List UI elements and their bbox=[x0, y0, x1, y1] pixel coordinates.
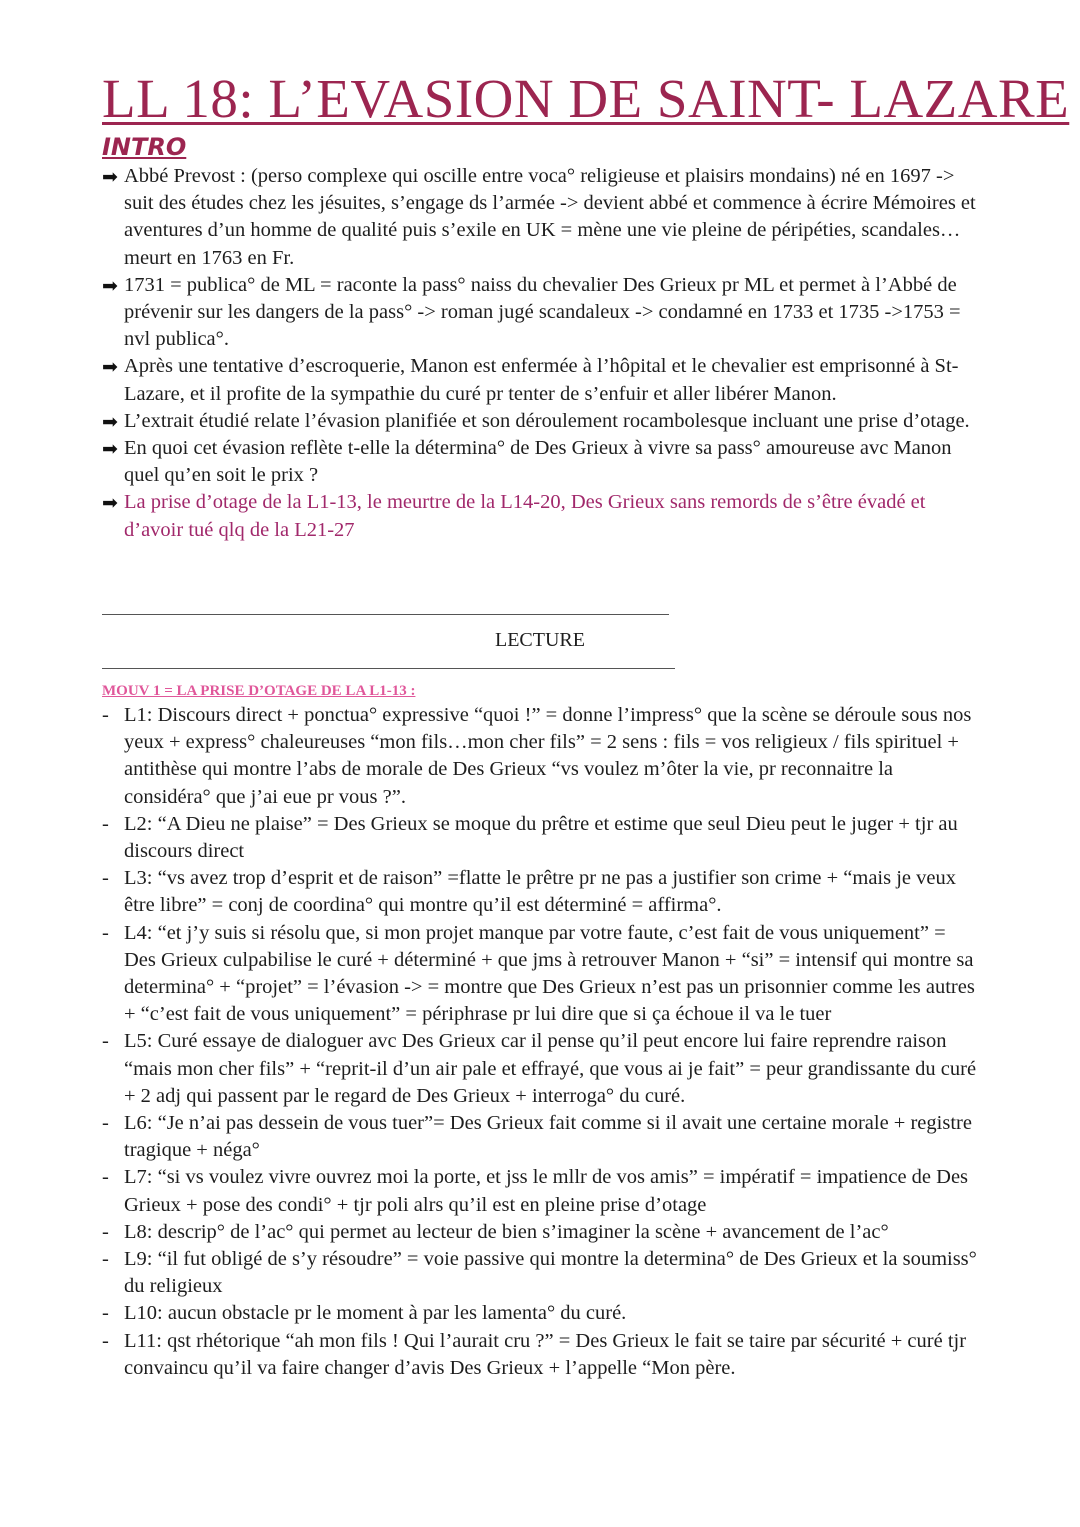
intro-item bbox=[102, 272, 982, 354]
dash-bullet: - bbox=[102, 1030, 109, 1053]
arrow-right-icon: ➡ bbox=[102, 167, 118, 188]
dash-bullet: - bbox=[102, 812, 109, 835]
note-text: L11: qst rhétorique “ah mon fils ! Qui l’aurait cru ?” = Des Grieux le fait se taire par sécurité + curé tjr convaincu qu’il va faire changer d’avis Des Grieux + l’appelle “Mon père. bbox=[124, 1329, 967, 1379]
arrow-right-icon: ➡ bbox=[102, 275, 118, 297]
dash-bullet: - bbox=[102, 1302, 109, 1325]
note-text: L3: “vs avez trop d’esprit et de raison” =flatte le prêtre pr ne pas a justifier son crime + “mais je veux être libre” = conj de coordina° qui montre qu’il est déterminé = affirma°. bbox=[124, 867, 956, 917]
note-item bbox=[102, 1028, 982, 1110]
lecture-label: LECTURE bbox=[495, 629, 585, 651]
dash-bullet: - bbox=[102, 1112, 109, 1135]
note-text: L7: “si vs voulez vivre ouvrez moi la porte, et jss le mllr de vos amis” = impératif = impatience de Des Grieux + pose des condi° + tjr poli alrs qu’il est en pleine prise d’otage bbox=[124, 1166, 969, 1216]
intro-item-text: En quoi cet évasion reflète t-elle la détermina° de Des Grieux à vivre sa pass° amoureuse avc Manon quel qu’en soit le prix ? bbox=[124, 437, 952, 487]
note-item bbox=[102, 920, 982, 1029]
note-text: L6: “Je n’ai pas dessein de vous tuer”= Des Grieux fait comme si il avait une certaine morale + registre tragique + néga° bbox=[124, 1112, 972, 1162]
dash-bullet: - bbox=[102, 1220, 109, 1243]
mouv1-notes bbox=[102, 702, 982, 1382]
note-item bbox=[102, 1219, 982, 1246]
intro-list bbox=[102, 163, 982, 544]
intro-item bbox=[102, 163, 982, 272]
arrow-right-icon: ➡ bbox=[102, 493, 118, 515]
note-text: L10: aucun obstacle pr le moment à par les lamenta° du curé. bbox=[124, 1302, 627, 1325]
note-text: L2: “A Dieu ne plaise” = Des Grieux se moque du prêtre et estime que seul Dieu peut le juger + tjr au discours direct bbox=[124, 812, 958, 863]
dash-bullet: - bbox=[102, 867, 109, 890]
intro-item bbox=[102, 353, 982, 407]
intro-plan bbox=[102, 489, 982, 543]
intro-plan-text: La prise d’otage de la L1-13, le meurtre de la L14-20, Des Grieux sans remords de s’être évadé et d’avoir tué qlq de la L21-27 bbox=[124, 491, 926, 541]
note-item bbox=[102, 811, 982, 865]
intro-item-text: Abbé Prevost : (perso complexe qui oscille entre voca° religieuse et plaisirs mondains) né en 1697 -> suit des études chez les jésuites, s’engage ds l’armée -> devient abbé et commence à écrire Mémoires et aventures d’un homme de qualité puis s’exile en UK = mène une vie pleine de péripéties, scandales… meurt en 1763 en Fr. bbox=[124, 165, 976, 269]
intro-heading: INTRO bbox=[102, 133, 187, 161]
intro-item-text: 1731 = publica° de ML = raconte la pass° naiss du chevalier Des Grieux pr ML et permet à l’Abbé de prévenir sur les dangers de la pass° -> roman jugé scandaleux -> condamné en 1733 et 1735 ->1753 = nvl publica°. bbox=[124, 273, 961, 351]
page-title: LL 18: L’EVASION DE SAINT- LAZARE bbox=[102, 68, 1070, 129]
divider-top bbox=[102, 614, 669, 615]
intro-item-text: L’extrait étudié relate l’évasion planifiée et son déroulement rocambolesque incluant une prise d’otage. bbox=[124, 409, 970, 432]
arrow-right-icon: ➡ bbox=[102, 411, 118, 433]
note-item bbox=[102, 865, 982, 919]
dash-bullet: - bbox=[102, 1166, 109, 1189]
dash-bullet: - bbox=[102, 704, 109, 726]
note-item bbox=[102, 1110, 982, 1164]
intro-item-text: Après une tentative d’escroquerie, Manon est enfermée à l’hôpital et le chevalier est emprisonné à St-Lazare, et il profite de la sympathie du curé pr tenter de s’enfuir et aller libérer Manon. bbox=[124, 355, 959, 405]
note-item bbox=[102, 1246, 982, 1300]
note-text: L5: Curé essaye de dialoguer avc Des Grieux car il pense qu’il peut encore lui faire reprendre raison “mais mon cher fils” + “reprit-il d’un air pale et effrayé, que vous ai je fait” = peur grandissante du curé + 2 adj qui passent par le regard de Des Grieux + interroga° du curé. bbox=[124, 1030, 977, 1107]
arrow-right-icon: ➡ bbox=[102, 439, 118, 461]
dash-bullet: - bbox=[102, 921, 109, 944]
intro-item bbox=[102, 408, 982, 435]
mouv1-heading: MOUV 1 = LA PRISE D’OTAGE DE LA L1-13 : bbox=[102, 683, 416, 699]
note-item bbox=[102, 1300, 982, 1327]
note-text: L9: “il fut obligé de s’y résoudre” = voie passive qui montre la determina° de Des Grieux et la soumiss° du religieux bbox=[124, 1248, 977, 1298]
note-text: L1: Discours direct + ponctua° expressive “quoi !” = donne l’impress° que la scène se déroule sous nos yeux + express° chaleureuses “mon fils…mon cher fils” = 2 sens : fils = vos religieux / fils spirituel + antithèse qui montre l’abs de morale de Des Grieux “vs voulez m’ôter la vie, pr reconnaitre la considéra° que j’ai eue pr vous ?”. bbox=[124, 704, 972, 808]
divider-bottom bbox=[102, 668, 675, 669]
dash-bullet: - bbox=[102, 1329, 109, 1352]
note-text: L8: descrip° de l’ac° qui permet au lecteur de bien s’imaginer la scène + avancement de l’ac° bbox=[124, 1220, 889, 1243]
dash-bullet: - bbox=[102, 1248, 109, 1271]
arrow-right-icon: ➡ bbox=[102, 357, 118, 379]
note-item bbox=[102, 1328, 982, 1382]
note-item bbox=[102, 702, 982, 811]
intro-item bbox=[102, 435, 982, 489]
note-item bbox=[102, 1164, 982, 1218]
note-text: L4: “et j’y suis si résolu que, si mon projet manque par votre faute, c’est fait de vous uniquement” = Des Grieux culpabilise le curé + déterminé + que jms à retrouver Manon + “si” = intensif qui montre sa determina° + “projet” = l’évasion -> = montre que Des Grieux n’est pas un prisonnier comme les autres + “c’est fait de vous uniquement” = périphrase pr lui dire que si ça échoue il va le tuer bbox=[124, 921, 975, 1026]
